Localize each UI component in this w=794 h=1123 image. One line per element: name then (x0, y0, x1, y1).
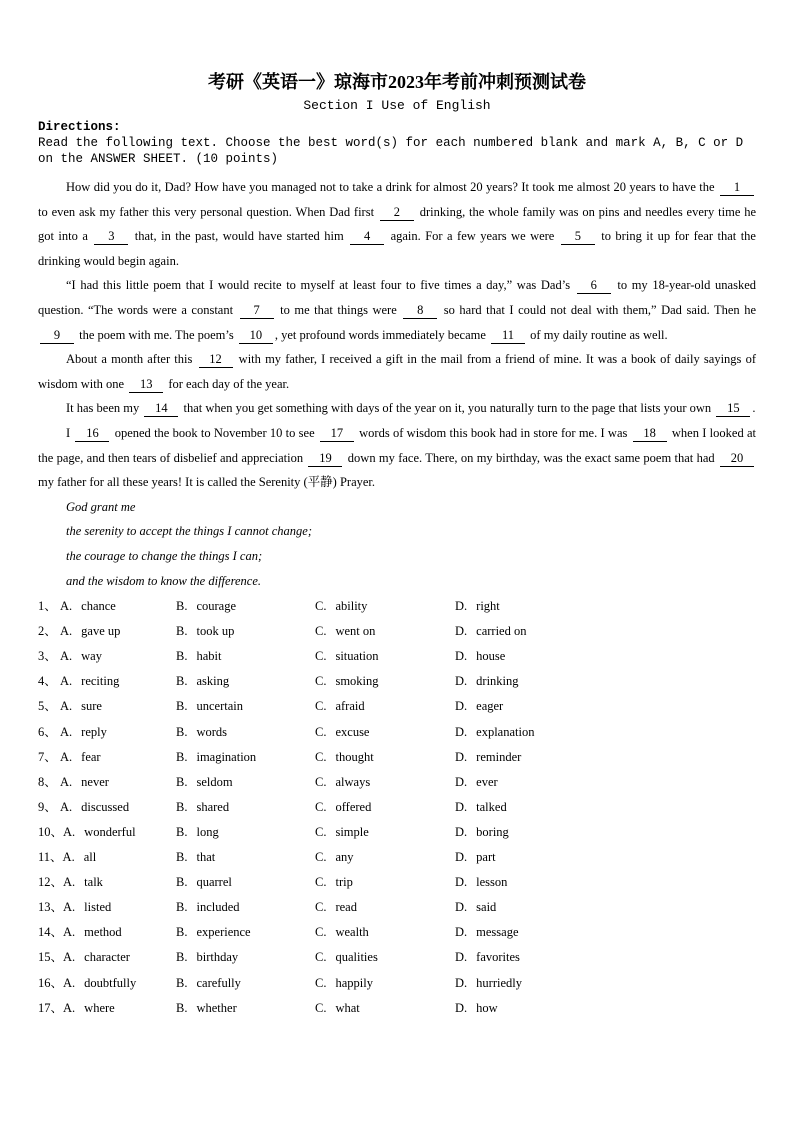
option-word: eager (476, 699, 504, 714)
page-title: 考研《英语一》琼海市2023年考前冲刺预测试卷 (208, 72, 586, 92)
option-word: any (335, 850, 354, 865)
passage-paragraph: How did you do it, Dad? How have you managed not to take a drink for almost 20 years? It took me almost 20 years to have the 1 to even ask my father this very personal question. When Dad first 2 drinking, the whole family was on pins and needles every time he got into a 3 that, in the past, would have started him 4 again. For a few years we were 5 to bring it up for fear that the drinking would begin again. (38, 180, 757, 268)
option-word: carried on (476, 624, 527, 639)
option-letter: C. (315, 1000, 327, 1015)
option-choice (38, 945, 176, 970)
option-choice (176, 920, 315, 945)
option-word: ability (335, 599, 368, 614)
option-word: habit (196, 649, 222, 664)
option-word: way (81, 649, 102, 664)
option-letter: D. (455, 799, 468, 814)
cloze-blank-19: 19 (308, 451, 342, 467)
option-letter: C. (315, 799, 327, 814)
option-number: 6、 (38, 724, 57, 739)
option-letter: A. (60, 674, 73, 689)
passage-paragraph: About a month after this 12 with my father, I received a gift in the mail from a friend of mine. It was a book of daily sayings of wisdom with one 13 for each day of the year. (38, 352, 756, 391)
option-choice (455, 895, 756, 920)
option-word: explanation (476, 724, 535, 739)
option-number: 16、 (38, 975, 64, 990)
option-row (38, 795, 756, 820)
option-word: fear (81, 749, 101, 764)
option-letter: B. (176, 649, 188, 664)
option-letter: B. (176, 624, 188, 639)
cloze-blank-4: 4 (350, 229, 384, 245)
option-word: gave up (81, 624, 121, 639)
directions-block (38, 119, 756, 167)
option-number: 13、 (38, 900, 64, 915)
option-number: 8、 (38, 774, 57, 789)
option-row (38, 920, 756, 945)
option-word: reply (81, 724, 107, 739)
option-choice (38, 870, 176, 895)
option-word: boring (476, 824, 509, 839)
option-choice (176, 619, 315, 644)
option-row (38, 594, 756, 619)
option-word: experience (196, 925, 251, 940)
cloze-blank-17: 17 (320, 426, 354, 442)
option-word: where (84, 1000, 115, 1015)
cloze-blank-14: 14 (144, 401, 178, 417)
option-word: excuse (335, 724, 370, 739)
option-letter: A. (60, 624, 73, 639)
option-letter: A. (60, 724, 73, 739)
option-row (38, 669, 756, 694)
cloze-blank-5: 5 (561, 229, 595, 245)
option-choice (176, 770, 315, 795)
poem-line: the courage to change the things I can; (66, 548, 263, 563)
option-choice (176, 720, 315, 745)
option-word: part (476, 850, 496, 865)
option-choice (315, 845, 455, 870)
option-number: 12、 (38, 875, 64, 890)
options-list (38, 594, 756, 1021)
option-letter: A. (60, 774, 73, 789)
option-letter: B. (176, 749, 188, 764)
cloze-blank-3: 3 (94, 229, 128, 245)
option-choice (315, 920, 455, 945)
option-choice (315, 644, 455, 669)
option-letter: D. (455, 1000, 468, 1015)
option-letter: B. (176, 1000, 188, 1015)
option-letter: A. (60, 649, 73, 664)
option-choice (315, 594, 455, 619)
passage-paragraph: It has been my 14 that when you get something with days of the year on it, you naturally turn to the page that lists your own 15 . (66, 401, 756, 416)
option-word: listed (84, 900, 112, 915)
poem (66, 495, 756, 593)
option-word: read (335, 900, 357, 915)
option-letter: C. (315, 875, 327, 890)
cloze-blank-16: 16 (75, 426, 109, 442)
option-letter: D. (455, 674, 468, 689)
option-letter: D. (455, 950, 468, 965)
option-word: long (196, 824, 219, 839)
option-word: words (196, 724, 228, 739)
option-row (38, 720, 756, 745)
option-word: smoking (335, 674, 379, 689)
option-choice (38, 720, 176, 745)
option-choice (176, 996, 315, 1021)
option-choice (455, 669, 756, 694)
option-choice (176, 644, 315, 669)
option-row (38, 694, 756, 719)
option-choice (38, 594, 176, 619)
passage-paragraph: I 16 opened the book to November 10 to see 17 words of wisdom this book had in store for me. I was 18 when I looked at the page, and then tears of disbelief and appreciation 19 down my face. There, on my birthday, was the exact same poem that had 20 my father for all these years! It is called the Serenity (平静) Prayer. (38, 425, 756, 490)
option-number: 5、 (38, 699, 57, 714)
option-choice (38, 644, 176, 669)
option-word: never (81, 774, 109, 789)
option-letter: D. (455, 774, 468, 789)
option-word: said (476, 900, 497, 915)
option-letter: D. (455, 699, 468, 714)
option-choice (455, 820, 756, 845)
option-word: situation (335, 649, 379, 664)
option-letter: B. (176, 824, 188, 839)
option-letter: A. (63, 900, 76, 915)
option-word: courage (196, 599, 237, 614)
cloze-blank-8: 8 (403, 303, 437, 319)
option-choice (176, 594, 315, 619)
option-row (38, 619, 756, 644)
option-choice (38, 895, 176, 920)
option-choice (455, 594, 756, 619)
option-letter: D. (455, 599, 468, 614)
option-choice (455, 745, 756, 770)
option-word: imagination (196, 749, 257, 764)
poem-line: the serenity to accept the things I cannot change; (66, 524, 312, 539)
option-letter: A. (63, 975, 76, 990)
option-choice (315, 996, 455, 1021)
option-word: house (476, 649, 506, 664)
option-word: sure (81, 699, 102, 714)
option-letter: C. (315, 749, 327, 764)
option-choice (455, 619, 756, 644)
option-choice (176, 870, 315, 895)
option-word: went on (335, 624, 376, 639)
option-letter: C. (315, 724, 327, 739)
option-choice (315, 945, 455, 970)
option-choice (315, 745, 455, 770)
option-number: 1、 (38, 599, 57, 614)
option-choice (176, 971, 315, 996)
option-word: trip (335, 875, 353, 890)
directions-text: Read the following text. Choose the best word(s) for each numbered blank and mark A, B, C or D on the ANSWER SHEET. (10 points) (38, 136, 744, 166)
option-choice (38, 971, 176, 996)
option-choice (38, 619, 176, 644)
option-choice (315, 820, 455, 845)
option-word: carefully (196, 975, 241, 990)
option-choice (38, 669, 176, 694)
option-letter: B. (176, 774, 188, 789)
option-choice (315, 669, 455, 694)
option-word: thought (335, 749, 374, 764)
cloze-blank-15: 15 (716, 401, 750, 417)
option-word: asking (196, 674, 230, 689)
option-choice (38, 920, 176, 945)
option-word: reciting (81, 674, 120, 689)
cloze-blank-9: 9 (40, 328, 74, 344)
option-choice (455, 845, 756, 870)
option-number: 15、 (38, 950, 64, 965)
cloze-blank-11: 11 (491, 328, 525, 344)
cloze-blank-18: 18 (633, 426, 667, 442)
option-word: wealth (335, 925, 369, 940)
option-word: how (476, 1000, 498, 1015)
option-letter: A. (63, 950, 76, 965)
option-choice (176, 795, 315, 820)
option-letter: A. (60, 749, 73, 764)
option-letter: A. (63, 925, 76, 940)
passage (38, 175, 756, 495)
option-number: 3、 (38, 649, 57, 664)
option-word: qualities (335, 950, 378, 965)
cloze-blank-2: 2 (380, 205, 414, 221)
option-letter: B. (176, 875, 188, 890)
option-letter: C. (315, 975, 327, 990)
option-letter: D. (455, 649, 468, 664)
section-heading: Section I Use of English (303, 98, 491, 113)
option-letter: D. (455, 875, 468, 890)
cloze-blank-1: 1 (720, 180, 754, 196)
option-choice (176, 694, 315, 719)
option-letter: A. (60, 699, 73, 714)
cloze-blank-6: 6 (577, 278, 611, 294)
option-word: character (84, 950, 130, 965)
option-number: 17、 (38, 1000, 64, 1015)
option-word: simple (335, 824, 369, 839)
option-letter: B. (176, 925, 188, 940)
option-letter: B. (176, 975, 188, 990)
option-letter: C. (315, 599, 327, 614)
option-word: talked (476, 799, 507, 814)
option-word: uncertain (196, 699, 243, 714)
option-word: wonderful (84, 824, 136, 839)
option-number: 7、 (38, 749, 57, 764)
option-letter: A. (60, 799, 73, 814)
option-word: happily (335, 975, 373, 990)
option-word: discussed (81, 799, 130, 814)
option-word: right (476, 599, 500, 614)
option-choice (455, 644, 756, 669)
option-row (38, 644, 756, 669)
option-letter: D. (455, 900, 468, 915)
option-letter: C. (315, 850, 327, 865)
option-word: quarrel (196, 875, 232, 890)
option-choice (38, 770, 176, 795)
option-letter: C. (315, 900, 327, 915)
option-letter: C. (315, 624, 327, 639)
option-choice (38, 996, 176, 1021)
option-word: offered (335, 799, 372, 814)
option-choice (455, 945, 756, 970)
option-letter: C. (315, 925, 327, 940)
option-choice (455, 920, 756, 945)
option-word: included (196, 900, 240, 915)
option-choice (315, 971, 455, 996)
option-choice (38, 820, 176, 845)
option-number: 9、 (38, 799, 57, 814)
option-choice (455, 770, 756, 795)
option-word: doubtfully (84, 975, 137, 990)
option-letter: D. (455, 925, 468, 940)
option-letter: A. (60, 599, 73, 614)
option-choice (315, 770, 455, 795)
option-word: reminder (476, 749, 522, 764)
option-word: ever (476, 774, 498, 789)
option-choice (455, 795, 756, 820)
option-word: afraid (335, 699, 365, 714)
option-row (38, 745, 756, 770)
option-letter: D. (455, 975, 468, 990)
option-word: that (196, 850, 216, 865)
option-word: message (476, 925, 519, 940)
option-choice (315, 694, 455, 719)
option-letter: B. (176, 599, 188, 614)
option-row (38, 770, 756, 795)
document-page (38, 70, 756, 1021)
option-word: seldom (196, 774, 233, 789)
cloze-blank-7: 7 (240, 303, 274, 319)
option-word: chance (81, 599, 116, 614)
option-letter: D. (455, 824, 468, 839)
option-letter: B. (176, 799, 188, 814)
option-choice (176, 895, 315, 920)
option-choice (455, 870, 756, 895)
option-word: whether (196, 1000, 237, 1015)
option-word: all (83, 850, 97, 865)
option-letter: C. (315, 774, 327, 789)
option-choice (176, 669, 315, 694)
option-choice (38, 795, 176, 820)
passage-paragraph: “I had this little poem that I would recite to myself at least four to five times a day,” was Dad’s 6 to my 18-year-old unasked question. “The words were a constant 7 to me that things were 8 so hard that I could not deal with them,” Dad said. Then he 9 the poem with me. The poem’s 10 , yet profound words immediately became 11 of my daily routine as well. (38, 278, 756, 342)
option-letter: C. (315, 699, 327, 714)
option-letter: D. (455, 724, 468, 739)
poem-line: and the wisdom to know the difference. (66, 573, 261, 588)
option-choice (176, 745, 315, 770)
option-word: always (335, 774, 371, 789)
option-row (38, 971, 756, 996)
option-number: 4、 (38, 674, 57, 689)
option-letter: D. (455, 749, 468, 764)
option-row (38, 845, 756, 870)
option-letter: C. (315, 950, 327, 965)
option-choice (38, 845, 176, 870)
option-choice (176, 945, 315, 970)
option-letter: B. (176, 724, 188, 739)
option-number: 14、 (38, 925, 64, 940)
option-letter: B. (176, 674, 188, 689)
option-letter: A. (62, 850, 75, 865)
option-row (38, 945, 756, 970)
option-letter: B. (176, 850, 188, 865)
option-choice (38, 745, 176, 770)
option-choice (455, 720, 756, 745)
option-choice (315, 870, 455, 895)
directions-label: Directions: (38, 120, 121, 134)
option-letter: B. (176, 900, 188, 915)
option-row (38, 870, 756, 895)
cloze-blank-10: 10 (239, 328, 273, 344)
option-letter: A. (63, 875, 76, 890)
option-row (38, 996, 756, 1021)
option-word: took up (196, 624, 235, 639)
option-choice (455, 971, 756, 996)
option-word: drinking (476, 674, 519, 689)
option-row (38, 820, 756, 845)
option-choice (315, 619, 455, 644)
option-choice (455, 694, 756, 719)
option-choice (315, 720, 455, 745)
option-word: lesson (476, 875, 508, 890)
option-choice (455, 996, 756, 1021)
option-number: 2、 (38, 624, 57, 639)
option-word: method (84, 925, 122, 940)
option-word: hurriedly (476, 975, 522, 990)
option-choice (315, 795, 455, 820)
option-letter: A. (63, 1000, 76, 1015)
option-word: birthday (196, 950, 239, 965)
option-choice (176, 820, 315, 845)
option-letter: B. (176, 699, 188, 714)
cloze-blank-20: 20 (720, 451, 754, 467)
option-word: what (335, 1000, 360, 1015)
option-letter: C. (315, 649, 327, 664)
option-row (38, 895, 756, 920)
option-number: 10、 (38, 824, 64, 839)
option-letter: A. (63, 824, 76, 839)
option-choice (38, 694, 176, 719)
option-word: talk (84, 875, 103, 890)
option-letter: C. (315, 674, 327, 689)
option-letter: D. (455, 624, 468, 639)
option-letter: D. (455, 850, 468, 865)
poem-line: God grant me (66, 499, 136, 514)
cloze-blank-12: 12 (199, 352, 233, 368)
cloze-blank-13: 13 (129, 377, 163, 393)
option-number: 11、 (38, 850, 63, 865)
option-word: shared (196, 799, 230, 814)
option-word: favorites (476, 950, 520, 965)
option-letter: C. (315, 824, 327, 839)
option-letter: B. (176, 950, 188, 965)
option-choice (176, 845, 315, 870)
option-choice (315, 895, 455, 920)
